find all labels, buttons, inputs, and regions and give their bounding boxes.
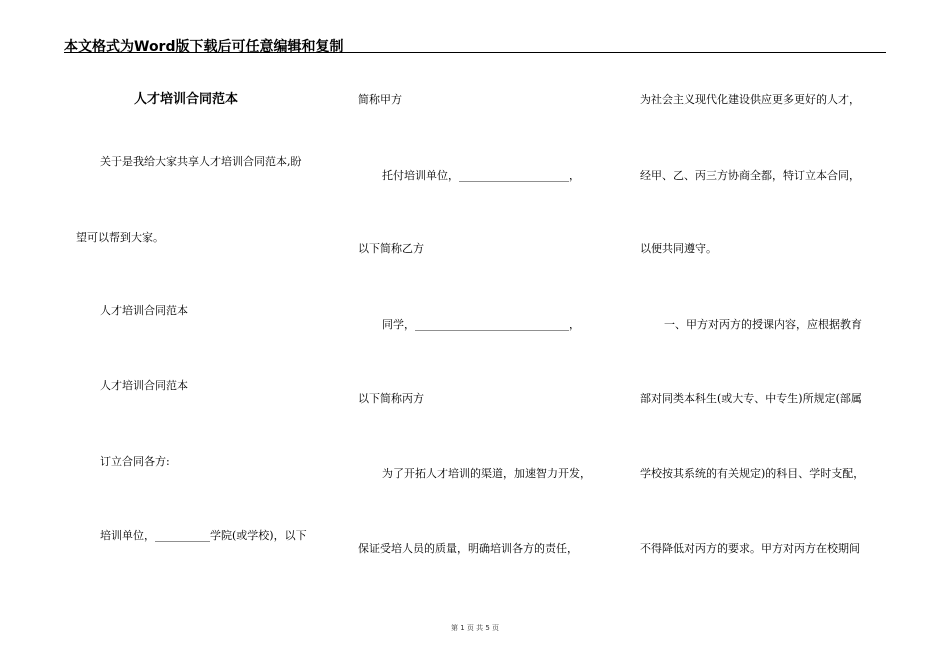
- document-title: 人才培训合同范本: [134, 92, 239, 107]
- paragraph-line: 以便共同遵守。: [640, 242, 717, 255]
- paragraph-line: 关于是我给大家共享人才培训合同范本,盼: [100, 155, 302, 168]
- paragraph-line: 一、甲方对丙方的授课内容，应根据教育: [664, 318, 862, 331]
- header-banner: 本文格式为Word版下载后可任意编辑和复制: [64, 39, 344, 55]
- page-number: 第 1 页 共 5 页: [450, 624, 500, 632]
- paragraph-line: 以下简称乙方: [358, 242, 424, 255]
- paragraph-line: 部对同类本科生(或大专、中专生)所规定(部属: [640, 392, 862, 405]
- paragraph-line: 托付培训单位，____________________，: [382, 169, 580, 182]
- paragraph-line: 保证受培人员的质量，明确培训各方的责任，: [358, 542, 578, 555]
- paragraph-line: 同学，____________________________，: [382, 318, 580, 331]
- paragraph-line: 望可以帮到大家。: [76, 231, 164, 244]
- paragraph-line: 以下简称丙方: [358, 392, 424, 405]
- paragraph-line: 培训单位，__________学院(或学校)，以下: [100, 529, 307, 542]
- paragraph-line: 人才培训合同范本: [100, 304, 188, 317]
- paragraph-line: 不得降低对丙方的要求。甲方对丙方在校期间: [640, 542, 860, 555]
- paragraph-line: 简称甲方: [358, 93, 402, 106]
- paragraph-line: 为了开拓人才培训的渠道，加速智力开发，: [382, 467, 591, 480]
- paragraph-line: 经甲、乙、丙三方协商全都，特订立本合同，: [640, 169, 860, 182]
- paragraph-line: 为社会主义现代化建设供应更多更好的人才，: [640, 93, 860, 106]
- paragraph-line: 学校按其系统的有关规定)的科目、学时支配，: [640, 467, 865, 480]
- paragraph-line: 人才培训合同范本: [100, 379, 188, 392]
- paragraph-line: 订立合同各方:: [100, 455, 170, 468]
